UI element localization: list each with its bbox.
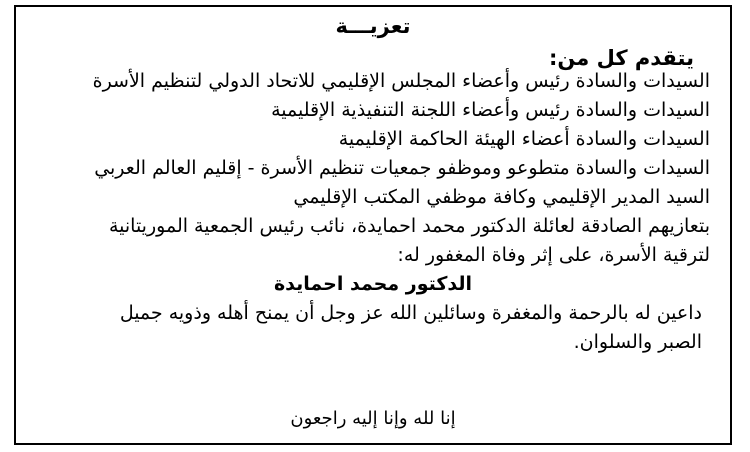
sender-line-3: السيدات والسادة أعضاء الهيئة الحاكمة الإقليمية — [338, 128, 710, 150]
condolence-notice — [14, 5, 732, 445]
prayer-line-2: الصبر والسلوان. — [573, 331, 702, 353]
prayer-line-1: داعين له بالرحمة والمغفرة وسائلين الله عز وجل أن يمنح أهله وذويه جميل — [119, 302, 702, 324]
intro-heading: يتقدم كل من: — [549, 46, 694, 70]
sender-line-4: السيدات والسادة متطوعو وموظفو جمعيات تنظيم الأسرة - إقليم العالم العربي — [94, 157, 710, 179]
sender-line-5: السيد المدير الإقليمي وكافة موظفي المكتب الإقليمي — [293, 186, 710, 208]
notice-title: تعزيـــة — [335, 14, 411, 38]
condolence-line-2: لترقية الأسرة، على إثر وفاة المغفور له: — [397, 244, 710, 266]
deceased-name: الدكتور محمد احمايدة — [273, 273, 473, 295]
closing-verse: إنا لله وإنا إليه راجعون — [290, 408, 456, 429]
condolence-line-1: بتعازيهم الصادقة لعائلة الدكتور محمد احمايدة، نائب رئيس الجمعية الموريتانية — [108, 215, 710, 237]
sender-line-1: السيدات والسادة رئيس وأعضاء المجلس الإقليمي للاتحاد الدولي لتنظيم الأسرة — [92, 70, 710, 92]
sender-line-2: السيدات والسادة رئيس وأعضاء اللجنة التنفيذية الإقليمية — [271, 99, 710, 121]
